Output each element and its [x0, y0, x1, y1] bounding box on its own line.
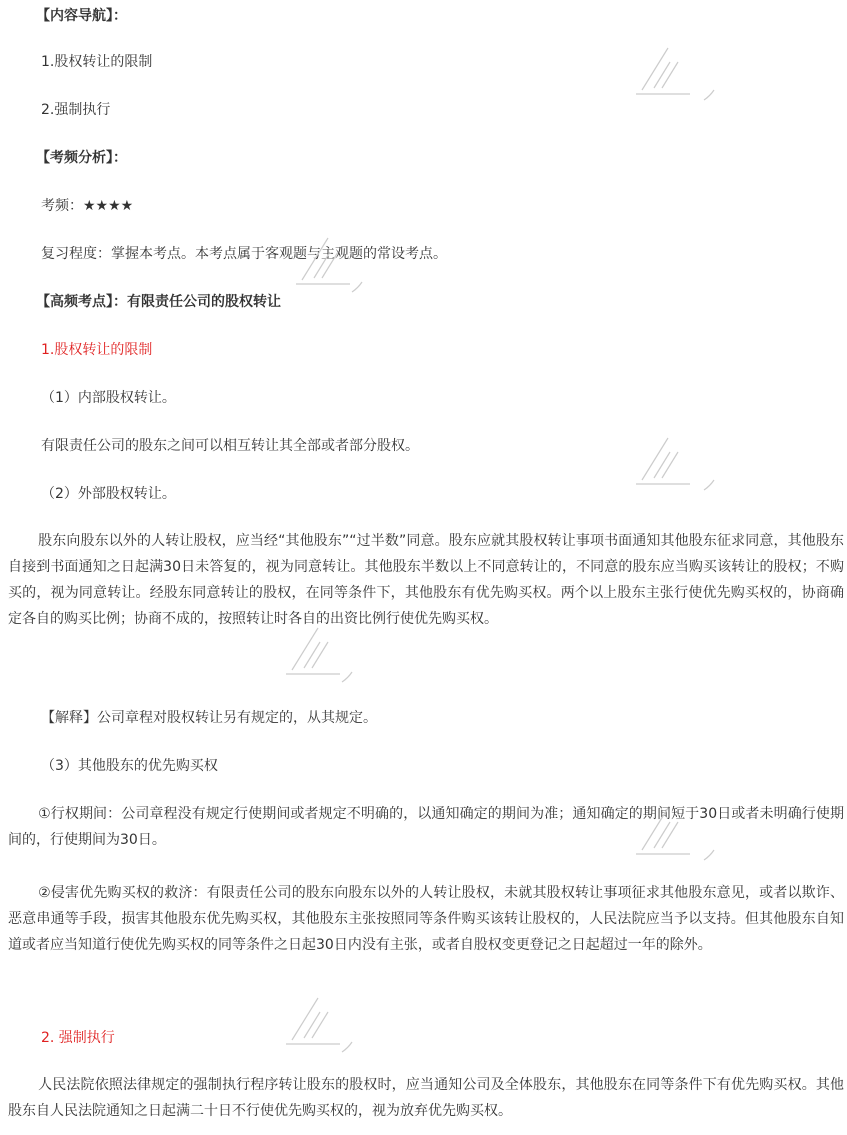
freq-header: 【考频分析】：	[36, 150, 127, 166]
sub3-title: （3）其他股东的优先购买权	[41, 758, 218, 774]
sub1-title: （1）内部股权转让。	[41, 390, 176, 406]
nav-item-2: 2.强制执行	[41, 102, 111, 118]
watermark-mark-icon	[280, 990, 370, 1060]
topic-header: 【高频考点】：有限责任公司的股权转让	[36, 294, 281, 310]
nav-item-1: 1.股权转让的限制	[41, 54, 153, 70]
watermark-mark-icon	[290, 230, 380, 300]
watermark-mark-icon	[630, 800, 720, 870]
section1-title: 1.股权转让的限制	[41, 342, 153, 358]
sub2-paragraph	[8, 528, 844, 632]
sub2-text: 股东向股东以外的人转让股权，应当经“其他股东”“过半数”同意。股东应就其股权转让事项书面通知其他股东征求同意，其他股东自接到书面通知之日起满30日未答复的，视为同意转让。其他股东半数以上不同意转让的，不同意的股东应当购买该转让的股权；不购买的，视为同意转让。经股东同意转让的股权，在同等条件下，其他股东有优先购买权。两个以上股东主张行使优先购买权的，协商确定各自的购买比例；协商不成的，按照转让时各自的出资比例行使优先购买权。	[8, 533, 844, 627]
review-level: 复习程度：掌握本考点。本考点属于客观题与主观题的常设考点。	[41, 246, 447, 262]
section2-title: 2. 强制执行	[41, 1030, 115, 1046]
item2-paragraph	[8, 880, 844, 958]
watermark-mark-icon	[630, 40, 720, 110]
item1-text: ①行权期间：公司章程没有规定行使期间或者规定不明确的，以通知确定的期间为准；通知确定的期间短于30日或者未明确行使期间的，行使期间为30日。	[8, 806, 844, 848]
sub1-text: 有限责任公司的股东之间可以相互转让其全部或者部分股权。	[41, 438, 419, 454]
section2-text: 人民法院依照法律规定的强制执行程序转让股东的股权时，应当通知公司及全体股东，其他股东在同等条件下有优先购买权。其他股东自人民法院通知之日起满二十日不行使优先购买权的，视为放弃优先购买权。	[8, 1077, 844, 1119]
freq-label: 考频：★★★★	[41, 198, 134, 214]
sub2-title: （2）外部股权转让。	[41, 486, 176, 502]
nav-header: 【内容导航】：	[36, 8, 127, 24]
explain-text: 【解释】公司章程对股权转让另有规定的，从其规定。	[41, 710, 377, 726]
watermark-mark-icon	[630, 430, 720, 500]
watermark-mark-icon	[280, 620, 370, 690]
section2-paragraph	[8, 1072, 844, 1124]
item2-text: ②侵害优先购买权的救济：有限责任公司的股东向股东以外的人转让股权，未就其股权转让事项征求其他股东意见，或者以欺诈、恶意串通等手段，损害其他股东优先购买权，其他股东主张按照同等条件购买该转让股权的，人民法院应当予以支持。但其他股东自知道或者应当知道行使优先购买权的同等条件之日起30日内没有主张，或者自股权变更登记之日起超过一年的除外。	[8, 885, 844, 953]
